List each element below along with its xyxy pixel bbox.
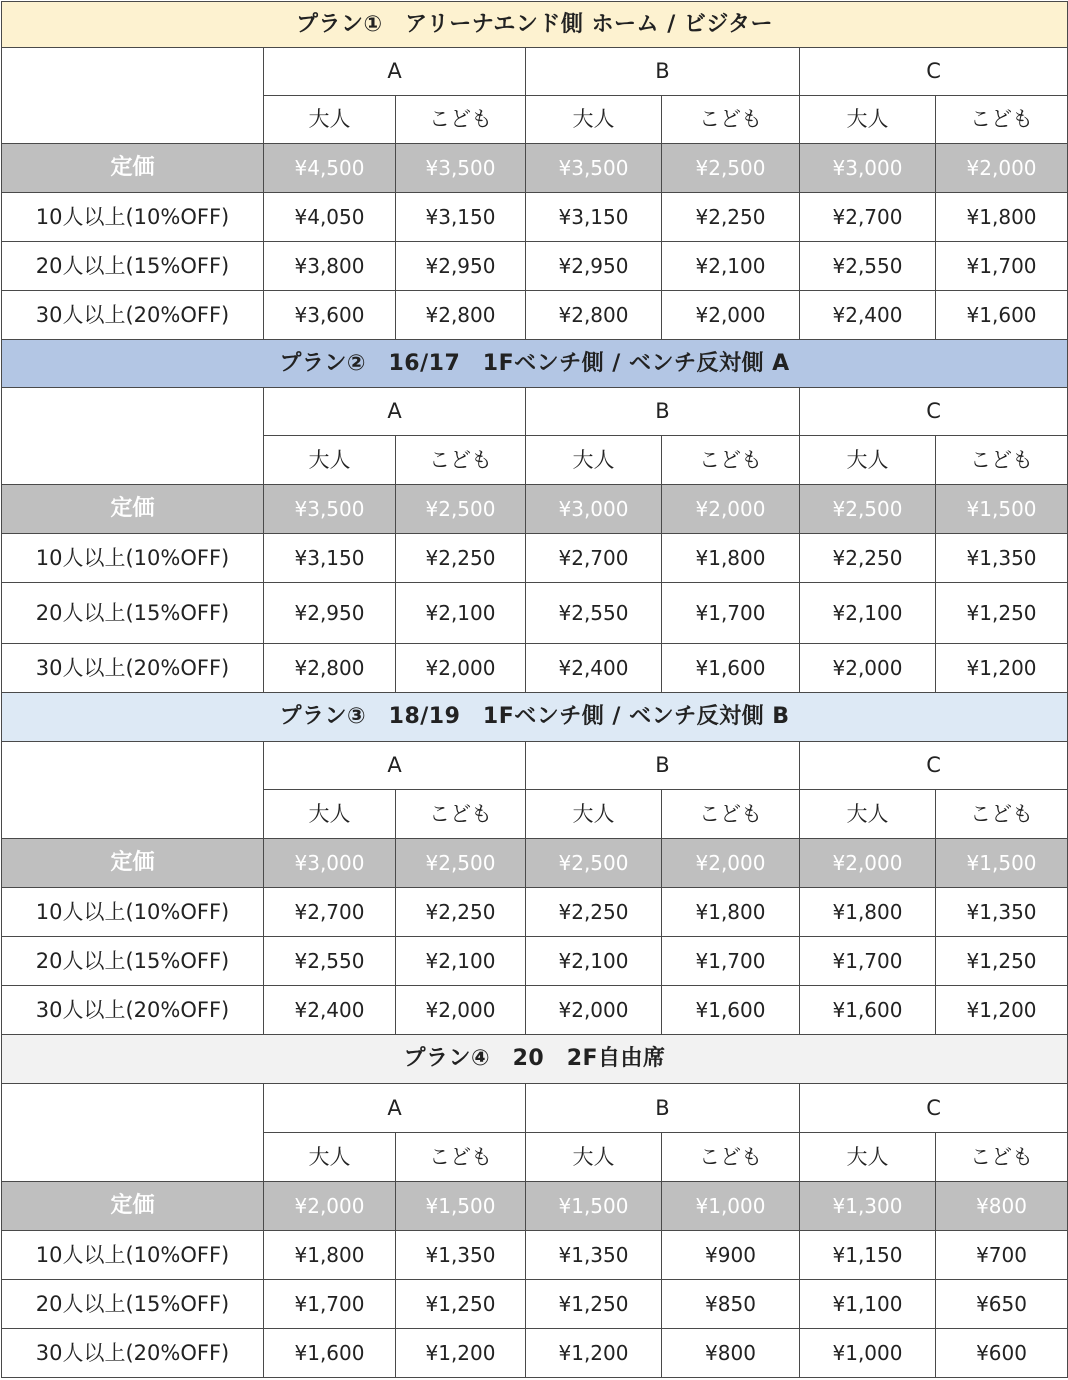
price-cell: ¥2,400 xyxy=(264,986,396,1035)
price-cell: ¥2,250 xyxy=(526,888,662,937)
type-header: 大人 xyxy=(800,790,936,839)
row-label: 定価 xyxy=(2,144,264,193)
zone-header: A xyxy=(264,388,526,436)
price-cell: ¥1,700 xyxy=(936,242,1068,291)
type-header: 大人 xyxy=(264,436,396,485)
row-label: 10人以上(10%OFF) xyxy=(2,1231,264,1280)
type-header: 大人 xyxy=(264,1133,396,1182)
type-header: こども xyxy=(936,790,1068,839)
price-cell: ¥2,550 xyxy=(526,583,662,644)
corner-cell xyxy=(2,48,264,144)
price-cell: ¥1,700 xyxy=(662,937,800,986)
price-cell: ¥2,000 xyxy=(396,644,526,693)
price-cell: ¥3,600 xyxy=(264,291,396,340)
price-cell: ¥2,250 xyxy=(800,534,936,583)
type-header: こども xyxy=(936,1133,1068,1182)
price-cell: ¥1,500 xyxy=(936,485,1068,534)
price-cell: ¥1,000 xyxy=(800,1329,936,1378)
list-price-row xyxy=(2,144,1068,193)
price-cell: ¥1,700 xyxy=(264,1280,396,1329)
plan-title-row xyxy=(2,1035,1068,1084)
price-cell: ¥1,500 xyxy=(936,839,1068,888)
plan-title-row xyxy=(2,2,1068,48)
zone-header: A xyxy=(264,48,526,96)
row-label: 20人以上(15%OFF) xyxy=(2,583,264,644)
row-label: 20人以上(15%OFF) xyxy=(2,242,264,291)
type-header: こども xyxy=(662,436,800,485)
price-cell: ¥2,800 xyxy=(396,291,526,340)
zone-header: A xyxy=(264,742,526,790)
discount-row xyxy=(2,1329,1068,1378)
price-cell: ¥1,350 xyxy=(396,1231,526,1280)
zone-header: B xyxy=(526,1084,800,1133)
discount-row xyxy=(2,986,1068,1035)
price-cell: ¥1,300 xyxy=(800,1182,936,1231)
price-cell: ¥1,250 xyxy=(396,1280,526,1329)
price-cell: ¥2,000 xyxy=(526,986,662,1035)
price-cell: ¥2,800 xyxy=(526,291,662,340)
plan-title: プラン② 16/17 1Fベンチ側 / ベンチ反対側 A xyxy=(2,340,1068,388)
price-cell: ¥2,950 xyxy=(526,242,662,291)
price-cell: ¥2,550 xyxy=(264,937,396,986)
price-cell: ¥2,000 xyxy=(800,644,936,693)
price-cell: ¥1,600 xyxy=(662,986,800,1035)
discount-row xyxy=(2,534,1068,583)
price-cell: ¥800 xyxy=(662,1329,800,1378)
price-cell: ¥2,000 xyxy=(264,1182,396,1231)
zone-header-row xyxy=(2,742,1068,790)
type-header: 大人 xyxy=(800,96,936,144)
price-cell: ¥1,600 xyxy=(264,1329,396,1378)
price-cell: ¥2,250 xyxy=(396,534,526,583)
price-cell: ¥3,500 xyxy=(396,144,526,193)
type-header: 大人 xyxy=(526,790,662,839)
price-cell: ¥2,100 xyxy=(396,937,526,986)
price-cell: ¥2,000 xyxy=(662,839,800,888)
price-cell: ¥2,000 xyxy=(662,485,800,534)
discount-row xyxy=(2,583,1068,644)
price-cell: ¥700 xyxy=(936,1231,1068,1280)
type-header: 大人 xyxy=(800,1133,936,1182)
price-cell: ¥1,150 xyxy=(800,1231,936,1280)
zone-header: A xyxy=(264,1084,526,1133)
corner-cell xyxy=(2,1084,264,1182)
type-header: こども xyxy=(936,96,1068,144)
price-cell: ¥1,600 xyxy=(800,986,936,1035)
row-label: 定価 xyxy=(2,1182,264,1231)
list-price-row xyxy=(2,1182,1068,1231)
price-cell: ¥900 xyxy=(662,1231,800,1280)
price-cell: ¥2,400 xyxy=(800,291,936,340)
price-cell: ¥2,000 xyxy=(936,144,1068,193)
zone-header: B xyxy=(526,742,800,790)
plan-title: プラン③ 18/19 1Fベンチ側 / ベンチ反対側 B xyxy=(2,693,1068,742)
price-cell: ¥2,550 xyxy=(800,242,936,291)
price-cell: ¥1,600 xyxy=(936,291,1068,340)
price-cell: ¥2,700 xyxy=(526,534,662,583)
price-cell: ¥1,200 xyxy=(936,986,1068,1035)
row-label: 20人以上(15%OFF) xyxy=(2,937,264,986)
price-cell: ¥2,100 xyxy=(800,583,936,644)
price-cell: ¥2,250 xyxy=(396,888,526,937)
price-cell: ¥2,100 xyxy=(526,937,662,986)
discount-row xyxy=(2,937,1068,986)
price-cell: ¥1,000 xyxy=(662,1182,800,1231)
type-header: こども xyxy=(662,1133,800,1182)
discount-row xyxy=(2,1280,1068,1329)
price-cell: ¥2,000 xyxy=(396,986,526,1035)
price-cell: ¥1,200 xyxy=(526,1329,662,1378)
type-header: こども xyxy=(396,1133,526,1182)
price-cell: ¥3,150 xyxy=(396,193,526,242)
price-cell: ¥3,150 xyxy=(526,193,662,242)
price-cell: ¥4,500 xyxy=(264,144,396,193)
list-price-row xyxy=(2,839,1068,888)
row-label: 30人以上(20%OFF) xyxy=(2,644,264,693)
zone-header: C xyxy=(800,48,1068,96)
price-cell: ¥1,700 xyxy=(662,583,800,644)
price-cell: ¥1,800 xyxy=(936,193,1068,242)
price-cell: ¥1,200 xyxy=(396,1329,526,1378)
price-table xyxy=(1,1,1068,1378)
discount-row xyxy=(2,1231,1068,1280)
price-cell: ¥2,700 xyxy=(264,888,396,937)
price-cell: ¥1,600 xyxy=(662,644,800,693)
discount-row xyxy=(2,644,1068,693)
price-cell: ¥1,800 xyxy=(662,534,800,583)
price-cell: ¥3,000 xyxy=(264,839,396,888)
price-cell: ¥3,500 xyxy=(264,485,396,534)
price-cell: ¥1,800 xyxy=(662,888,800,937)
row-label: 10人以上(10%OFF) xyxy=(2,534,264,583)
price-cell: ¥2,500 xyxy=(526,839,662,888)
row-label: 定価 xyxy=(2,839,264,888)
row-label: 10人以上(10%OFF) xyxy=(2,193,264,242)
price-cell: ¥3,500 xyxy=(526,144,662,193)
plan-title: プラン④ 20 2F自由席 xyxy=(2,1035,1068,1084)
price-cell: ¥1,800 xyxy=(264,1231,396,1280)
price-cell: ¥1,500 xyxy=(396,1182,526,1231)
price-cell: ¥850 xyxy=(662,1280,800,1329)
zone-header-row xyxy=(2,48,1068,96)
price-cell: ¥2,000 xyxy=(800,839,936,888)
price-cell: ¥1,100 xyxy=(800,1280,936,1329)
corner-cell xyxy=(2,742,264,839)
row-label: 定価 xyxy=(2,485,264,534)
price-cell: ¥1,800 xyxy=(800,888,936,937)
zone-header-row xyxy=(2,388,1068,436)
zone-header: C xyxy=(800,1084,1068,1133)
price-cell: ¥2,500 xyxy=(662,144,800,193)
price-cell: ¥1,350 xyxy=(526,1231,662,1280)
type-header: 大人 xyxy=(264,96,396,144)
price-cell: ¥2,500 xyxy=(396,839,526,888)
row-label: 20人以上(15%OFF) xyxy=(2,1280,264,1329)
type-header: こども xyxy=(396,790,526,839)
price-cell: ¥1,200 xyxy=(936,644,1068,693)
zone-header-row xyxy=(2,1084,1068,1133)
discount-row xyxy=(2,193,1068,242)
price-cell: ¥1,250 xyxy=(936,937,1068,986)
price-cell: ¥2,500 xyxy=(800,485,936,534)
type-header: こども xyxy=(936,436,1068,485)
type-header: こども xyxy=(662,790,800,839)
plan-title-row xyxy=(2,693,1068,742)
type-header: 大人 xyxy=(526,96,662,144)
zone-header: C xyxy=(800,742,1068,790)
row-label: 30人以上(20%OFF) xyxy=(2,291,264,340)
price-cell: ¥650 xyxy=(936,1280,1068,1329)
price-cell: ¥600 xyxy=(936,1329,1068,1378)
price-cell: ¥1,350 xyxy=(936,534,1068,583)
type-header: 大人 xyxy=(264,790,396,839)
discount-row xyxy=(2,888,1068,937)
price-cell: ¥2,100 xyxy=(662,242,800,291)
discount-row xyxy=(2,291,1068,340)
plan-title: プラン① アリーナエンド側 ホーム / ビジター xyxy=(2,2,1068,48)
zone-header: B xyxy=(526,388,800,436)
price-cell: ¥1,250 xyxy=(936,583,1068,644)
price-cell: ¥2,400 xyxy=(526,644,662,693)
price-cell: ¥3,800 xyxy=(264,242,396,291)
type-header: 大人 xyxy=(526,1133,662,1182)
type-header: こども xyxy=(662,96,800,144)
price-cell: ¥2,950 xyxy=(396,242,526,291)
type-header: 大人 xyxy=(526,436,662,485)
price-cell: ¥3,150 xyxy=(264,534,396,583)
corner-cell xyxy=(2,388,264,485)
price-cell: ¥2,250 xyxy=(662,193,800,242)
price-cell: ¥1,250 xyxy=(526,1280,662,1329)
price-cell: ¥2,100 xyxy=(396,583,526,644)
discount-row xyxy=(2,242,1068,291)
row-label: 30人以上(20%OFF) xyxy=(2,1329,264,1378)
list-price-row xyxy=(2,485,1068,534)
plan-title-row xyxy=(2,340,1068,388)
type-header: 大人 xyxy=(800,436,936,485)
row-label: 30人以上(20%OFF) xyxy=(2,986,264,1035)
price-cell: ¥800 xyxy=(936,1182,1068,1231)
price-cell: ¥2,700 xyxy=(800,193,936,242)
type-header: こども xyxy=(396,436,526,485)
price-cell: ¥3,000 xyxy=(800,144,936,193)
row-label: 10人以上(10%OFF) xyxy=(2,888,264,937)
price-cell: ¥1,700 xyxy=(800,937,936,986)
price-cell: ¥2,800 xyxy=(264,644,396,693)
type-header: こども xyxy=(396,96,526,144)
price-cell: ¥2,000 xyxy=(662,291,800,340)
zone-header: B xyxy=(526,48,800,96)
price-cell: ¥4,050 xyxy=(264,193,396,242)
price-cell: ¥2,500 xyxy=(396,485,526,534)
price-cell: ¥1,500 xyxy=(526,1182,662,1231)
price-cell: ¥3,000 xyxy=(526,485,662,534)
zone-header: C xyxy=(800,388,1068,436)
price-cell: ¥2,950 xyxy=(264,583,396,644)
price-cell: ¥1,350 xyxy=(936,888,1068,937)
